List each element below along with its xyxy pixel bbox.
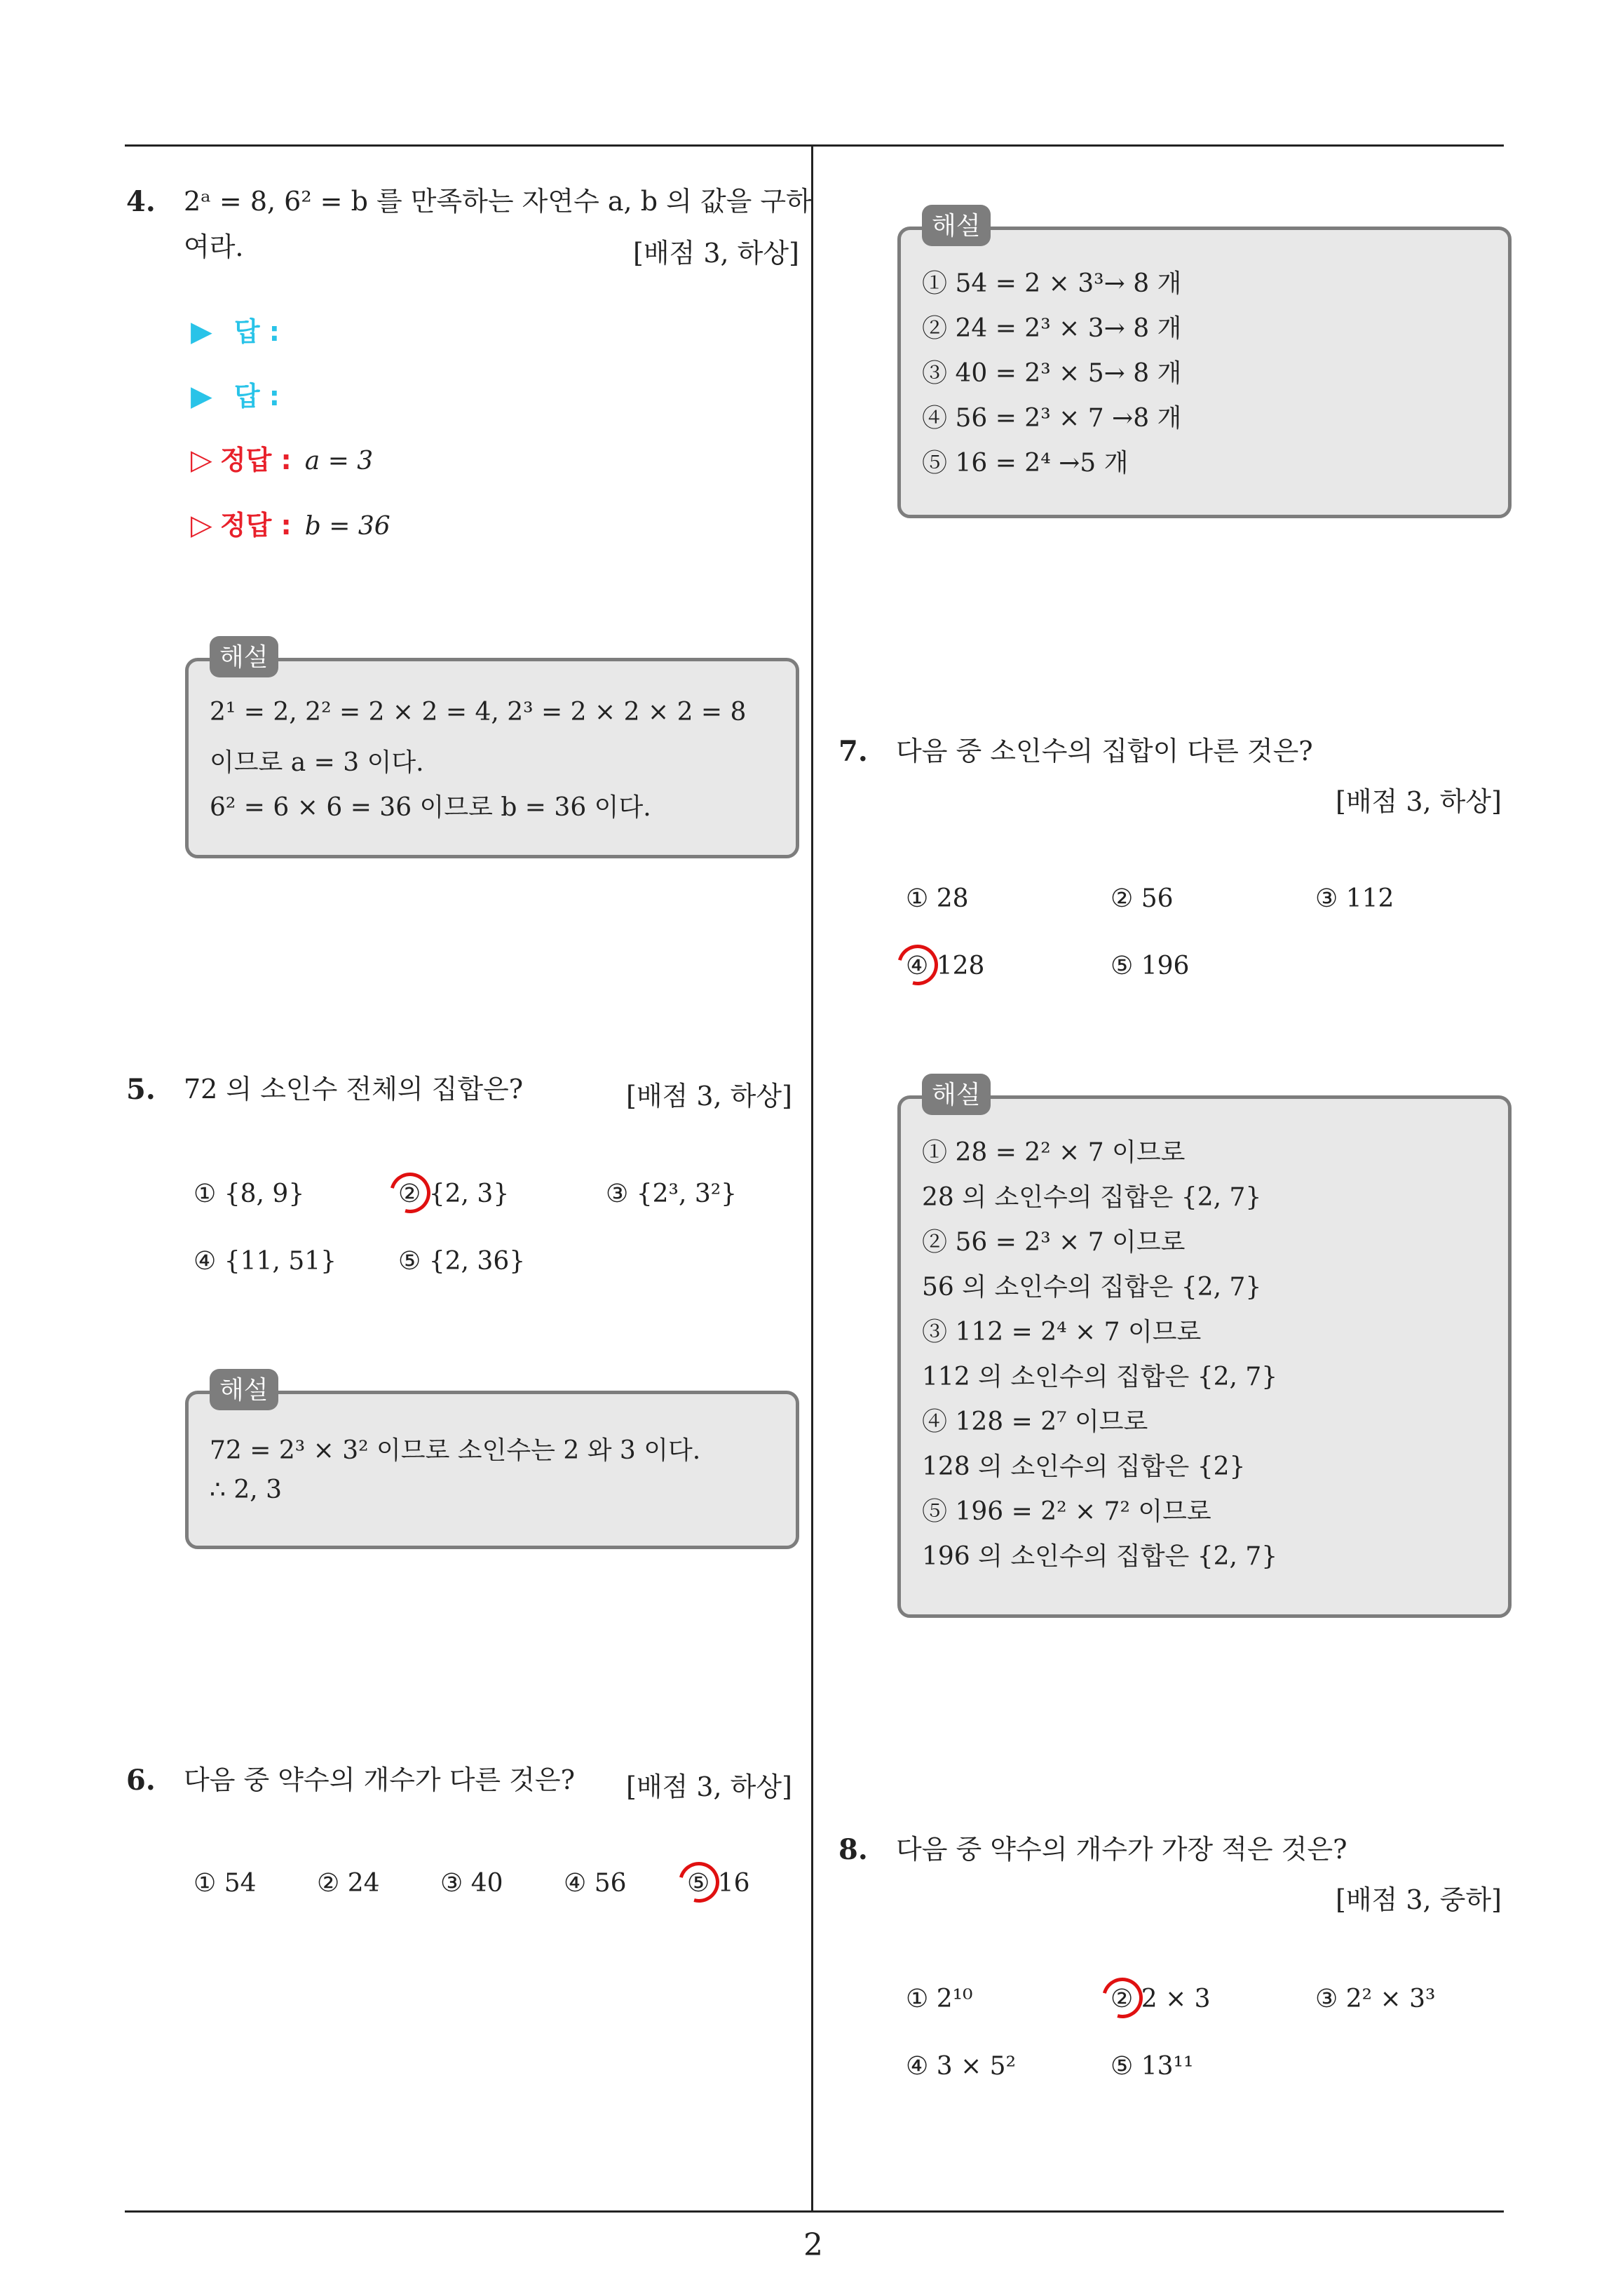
question-6-number: 6.: [126, 1764, 156, 1797]
solution-label-2: 정답 :: [219, 510, 292, 541]
outline-arrow-icon: ▷: [191, 444, 212, 476]
explanation-line: ③ 112 = 2⁴ × 7 이므로: [922, 1318, 1202, 1346]
explanation-line: ④ 128 = 2⁷ 이므로: [922, 1407, 1148, 1436]
explanation-line: 2¹ = 2, 2² = 2 × 2 = 4, 2³ = 2 × 2 × 2 = 8: [210, 698, 747, 727]
question-7-points: [배점 3, 하상]: [1336, 786, 1502, 817]
explanation-line: ② 56 = 2³ × 7 이므로: [922, 1228, 1186, 1257]
option-1[interactable]: ① 2¹⁰: [906, 1985, 973, 2013]
explanation-tag: 해설: [922, 205, 991, 246]
option-5[interactable]: ⑤ 196: [1111, 952, 1190, 980]
selected-answer-mark: [890, 937, 945, 992]
selected-answer-mark: [1094, 1970, 1150, 2025]
explanation-line: 72 = 2³ × 3² 이므로 소인수는 2 와 3 이다.: [210, 1436, 701, 1465]
option-4[interactable]: ④ 128: [906, 952, 985, 980]
question-5-points: [배점 3, 하상]: [626, 1081, 792, 1112]
explanation-line: ∴ 2, 3: [210, 1475, 283, 1504]
answer-prompt-2: 답 :: [233, 381, 280, 412]
answer-row-1: [191, 310, 280, 349]
explanation-line: 28 의 소인수의 집합은 {2, 7}: [922, 1183, 1262, 1212]
option-5[interactable]: ⑤ 16: [687, 1869, 750, 1898]
explanation-line: 이므로 a = 3 이다.: [210, 748, 424, 777]
explanation-line: ③ 40 = 2³ × 5→ 8 개: [922, 359, 1182, 388]
option-2[interactable]: ② 2 × 3: [1111, 1985, 1211, 2013]
answer-prompt-1: 답 :: [233, 316, 280, 347]
explanation-line: 128 의 소인수의 집합은 {2}: [922, 1452, 1246, 1481]
question-7-number: 7.: [838, 735, 868, 768]
option-1[interactable]: ① 54: [193, 1869, 257, 1898]
explanation-box-q4: [185, 643, 799, 858]
question-5-text: 72 의 소인수 전체의 집합은?: [184, 1074, 524, 1105]
explanation-line: 196 의 소인수의 집합은 {2, 7}: [922, 1542, 1278, 1571]
option-2[interactable]: ② {2, 3}: [398, 1180, 510, 1208]
solution-value-1: a = 3: [304, 447, 374, 475]
explanation-line: ⑤ 196 = 2² × 7² 이므로: [922, 1497, 1211, 1526]
option-3[interactable]: ③ 112: [1315, 884, 1394, 913]
explanation-line: 56 의 소인수의 집합은 {2, 7}: [922, 1273, 1262, 1302]
explanation-box-q7: [897, 1081, 1512, 1618]
question-5-number: 5.: [126, 1073, 156, 1106]
question-4-points: [배점 3, 하상]: [633, 238, 799, 269]
explanation-tag: 해설: [210, 1369, 278, 1410]
option-3[interactable]: ③ {2³, 3²}: [606, 1180, 738, 1208]
play-arrow-icon: ▶: [191, 380, 212, 412]
solution-label-1: 정답 :: [219, 445, 292, 475]
question-7-text: 다음 중 소인수의 집합이 다른 것은?: [896, 736, 1313, 767]
explanation-tag: 해설: [922, 1074, 991, 1115]
option-2[interactable]: ② 24: [317, 1869, 380, 1898]
question-8-text: 다음 중 약수의 개수가 가장 적은 것은?: [896, 1834, 1347, 1865]
explanation-box-q6: [897, 212, 1512, 518]
explanation-tag: 해설: [210, 636, 278, 677]
solution-row-2: [191, 504, 391, 542]
option-1[interactable]: ① {8, 9}: [193, 1180, 305, 1208]
explanation-line: ① 54 = 2 × 3³→ 8 개: [922, 269, 1182, 298]
option-5[interactable]: ⑤ {2, 36}: [398, 1247, 526, 1276]
option-5[interactable]: ⑤ 13¹¹: [1111, 2052, 1194, 2081]
option-4[interactable]: ④ {11, 51}: [193, 1247, 337, 1276]
bottom-rule: [125, 2210, 1504, 2213]
question-8-number: 8.: [838, 1833, 868, 1866]
play-arrow-icon: ▶: [191, 316, 212, 348]
top-rule: [125, 144, 1504, 147]
explanation-line: ⑤ 16 = 2⁴ →5 개: [922, 449, 1129, 478]
solution-value-2: b = 36: [304, 512, 391, 541]
explanation-box-q5: [185, 1376, 799, 1549]
question-8-points: [배점 3, 중하]: [1336, 1884, 1502, 1915]
explanation-line: ② 24 = 2³ × 3→ 8 개: [922, 314, 1182, 343]
option-3[interactable]: ③ 2² × 3³: [1315, 1985, 1436, 2013]
question-4-number: 4.: [126, 185, 156, 218]
option-1[interactable]: ① 28: [906, 884, 969, 913]
outline-arrow-icon: ▷: [191, 509, 212, 541]
option-2[interactable]: ② 56: [1111, 884, 1174, 913]
page-number: 2: [803, 2227, 823, 2263]
answer-row-2: [191, 374, 280, 413]
option-4[interactable]: ④ 3 × 5²: [906, 2052, 1017, 2081]
question-6-text: 다음 중 약수의 개수가 다른 것은?: [184, 1764, 575, 1795]
option-4[interactable]: ④ 56: [564, 1869, 627, 1898]
selected-answer-mark: [382, 1165, 437, 1220]
explanation-line: 112 의 소인수의 집합은 {2, 7}: [922, 1363, 1278, 1391]
explanation-line: 6² = 6 × 6 = 36 이므로 b = 36 이다.: [210, 793, 651, 822]
option-3[interactable]: ③ 40: [440, 1869, 503, 1898]
question-6-points: [배점 3, 하상]: [626, 1771, 792, 1802]
question-4-text-line2: 여라.: [184, 231, 244, 262]
explanation-line: ④ 56 = 2³ × 7 →8 개: [922, 404, 1182, 433]
column-divider: [811, 144, 813, 2210]
selected-answer-mark: [671, 1854, 726, 1910]
explanation-line: ① 28 = 2² × 7 이므로: [922, 1138, 1186, 1167]
solution-row-1: [191, 438, 373, 477]
question-4-text-line1: 2ᵃ = 8, 6² = b 를 만족하는 자연수 a, b 의 값을 구하: [184, 186, 812, 217]
